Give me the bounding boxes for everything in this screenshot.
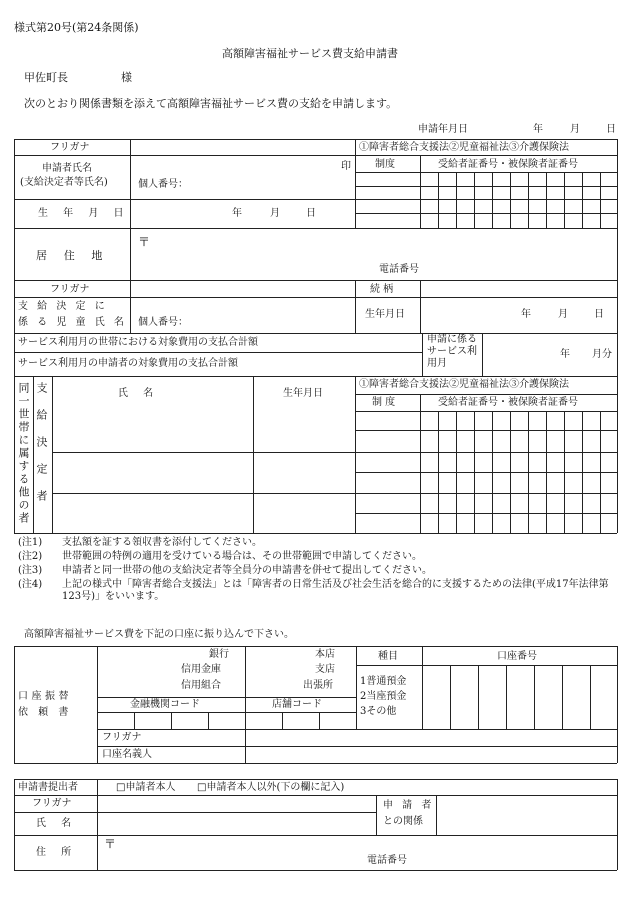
household-name-column: 氏 名 [118, 388, 160, 399]
applicant-system-column: 制度 [375, 159, 395, 170]
account-holder-label: 口座名義人 [102, 749, 152, 760]
child-personal-number-label: 個人番号： [138, 317, 188, 328]
birth-month-unit: 月 [270, 208, 280, 219]
seal-mark: 印 [341, 161, 351, 172]
applicant-furigana-label: フリガナ [50, 142, 90, 153]
submitter-furigana-label: フリガナ [32, 798, 72, 809]
submitter-phone-label: 電話番号 [367, 855, 407, 866]
holder-furigana-label: フリガナ [102, 732, 142, 743]
applicant-law-options: ①障害者総合支援法②児童福祉法③介護保険法 [359, 142, 569, 153]
note-number: (注1) [18, 537, 43, 548]
child-birth-day-unit: 日 [594, 309, 604, 320]
submitter-self-checkbox[interactable]: □申請者本人 [116, 782, 176, 793]
applicant-name-label: 申請者氏名 [42, 163, 92, 174]
submitter-postal-mark: 〒 [104, 837, 117, 851]
note-text: 上記の様式中「障害者総合支援法」とは「障害者の日常生活及び社会生活を総合的に支援するための法律(平成17年法律第123号)」をいいます。 [62, 579, 609, 602]
household-law-options: ①障害者総合支援法②児童福祉法③介護保険法 [359, 379, 569, 390]
household-total-label: サービス利用月の世帯における対象費用の支払合計額 [18, 337, 258, 348]
service-year-unit: 年 [560, 349, 570, 360]
bank-type: 信用組合 [181, 680, 221, 691]
note-number: (注2) [18, 551, 43, 562]
birth-year-unit: 年 [232, 208, 242, 219]
household-side-label: 同一世帯に属する他の者 [17, 382, 30, 525]
phone-label: 電話番号 [379, 264, 419, 275]
submitter-relation-label-1: 申 請 者 [383, 800, 435, 811]
child-name-label-2: 係 る 児 童 氏 名 [18, 317, 127, 328]
birth-date-label: 生 年 月 日 [38, 208, 130, 219]
bank-type: 信用金庫 [181, 664, 221, 675]
account-kind-option: 2当座預金 [360, 691, 407, 702]
account-kind-option: 1普通預金 [360, 676, 407, 687]
child-furigana-label: フリガナ [50, 284, 90, 295]
service-month-unit: 月分 [592, 349, 612, 360]
note-number: (注3) [18, 565, 43, 576]
household-birth-column: 生年月日 [283, 388, 323, 399]
form-title: 高額障害福祉サービス費支給申請書 [222, 47, 398, 60]
bank-side-label-2: 依 頼 書 [18, 707, 72, 718]
bank-heading: 高額障害福祉サービス費を下記の口座に振り込んで下さい。 [24, 629, 294, 640]
bank-side-label-1: 口座振替 [18, 691, 72, 702]
applicant-personal-number-label: 個人番号： [138, 179, 188, 190]
submitter-address-label: 住 所 [36, 847, 78, 858]
address-label: 居 住 地 [36, 249, 109, 262]
service-month-label: 申請に係るサービス利用月 [427, 334, 477, 369]
financial-institution-code-label: 金融機関コード [130, 699, 200, 710]
submitter-relation-label-2: との関係 [383, 816, 423, 827]
date-label: 申請年月日 [418, 124, 468, 135]
addressee-honorific: 様 [121, 71, 132, 84]
bank-type: 銀行 [209, 649, 229, 660]
submitter-name-label: 氏 名 [36, 818, 78, 829]
branch-type: 支店 [315, 664, 335, 675]
date-day-unit: 日 [606, 124, 616, 135]
date-year-unit: 年 [533, 124, 543, 135]
relation-label: 続 柄 [370, 284, 394, 295]
applicant-total-label: サービス利用月の申請者の対象費用の支払合計額 [18, 358, 238, 369]
account-kind-option: 3その他 [360, 706, 397, 717]
child-birth-month-unit: 月 [558, 309, 568, 320]
submitter-label: 申請書提出者 [18, 782, 78, 793]
household-cert-column: 受給者証番号・被保険者証番号 [438, 397, 578, 408]
account-number-column: 口座番号 [497, 651, 537, 662]
submitter-other-checkbox[interactable]: □申請者本人以外(下の欄に記入) [197, 782, 345, 793]
postal-mark: 〒 [138, 235, 151, 249]
intro-text: 次のとおり関係書類を添えて高額障害福祉サービス費の支給を申請します。 [24, 97, 398, 110]
branch-type: 出張所 [303, 680, 333, 691]
birth-day-unit: 日 [306, 208, 316, 219]
branch-code-label: 店舗コード [272, 699, 322, 710]
note-number: (注4) [18, 579, 43, 590]
addressee: 甲佐町長 [24, 71, 68, 84]
note-text: 申請者と同一世帯の他の支給決定者等全員分の申請書を併せて提出してください。 [62, 565, 432, 576]
child-birth-label: 生年月日 [365, 309, 405, 320]
child-birth-year-unit: 年 [521, 309, 531, 320]
date-month-unit: 月 [570, 124, 580, 135]
note-text: 支払額を証する領収書を添付してください。 [62, 537, 262, 548]
applicant-name-sublabel: (支給決定者等氏名) [20, 177, 108, 188]
household-system-column: 制 度 [372, 397, 396, 408]
decision-holder-side-label: 支給決定者 [35, 382, 48, 517]
form-id: 様式第20号(第24条関係) [14, 21, 139, 34]
applicant-cert-column: 受給者証番号・被保険者証番号 [438, 159, 578, 170]
note-text: 世帯範囲の特例の適用を受けている場合は、その世帯範囲で申請してください。 [62, 551, 422, 562]
account-kind-column: 種目 [378, 651, 398, 662]
child-name-label-1: 支 給 決 定 に [18, 301, 108, 312]
branch-type: 本店 [315, 649, 335, 660]
